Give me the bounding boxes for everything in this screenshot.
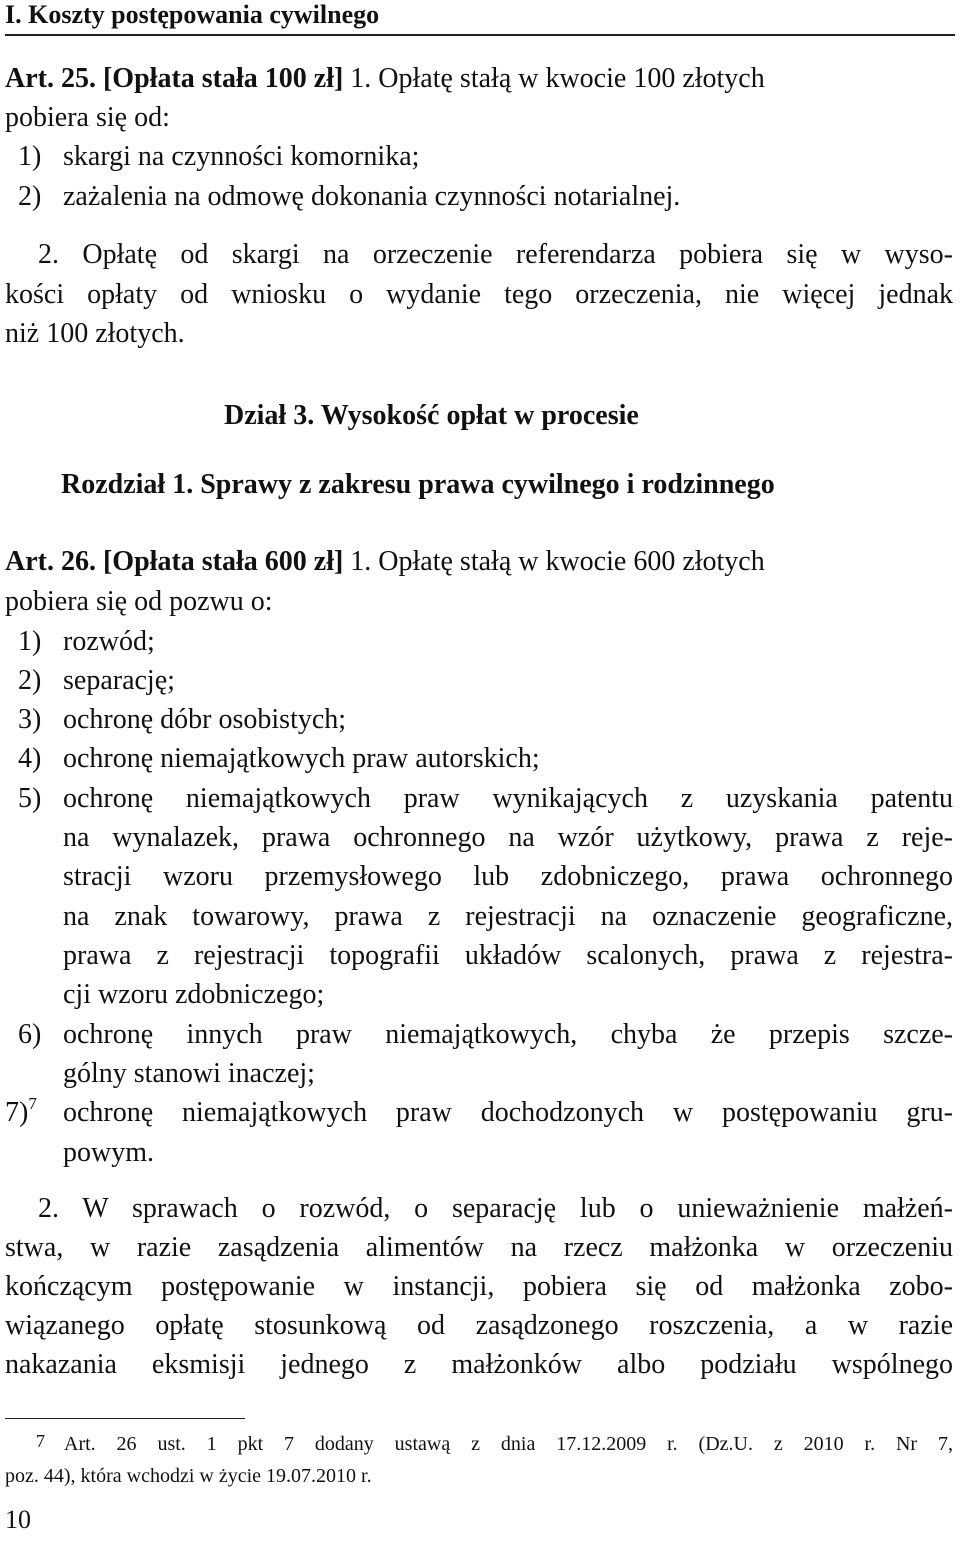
art26-item5-line3: stracji wzoru przemysłowego lub zdobniczego, prawa ochronnego	[63, 861, 953, 892]
art26-item5-line4: na znak towarowy, prawa z rejestracji na oznaczenie geograficzne,	[63, 901, 953, 932]
art26-text: 1. Opłatę stałą w kwocie 600 złotych	[343, 546, 765, 577]
art25-p2-line1: 2. Opłatę od skargi na orzeczenie referendarza pobiera się w wyso-	[38, 239, 953, 270]
art26-item1-number: 1)	[18, 626, 42, 657]
footnote-line1: Art. 26 ust. 1 pkt 7 dodany ustawą z dnia 17.12.2009 r. (Dz.U. z 2010 r. Nr 7,	[64, 1433, 953, 1455]
art26-item5-line6: cji wzoru zdobniczego;	[63, 979, 325, 1010]
art26-p2-line5: nakazania eksmisji jednego z małżonków albo podziału wspólnego	[5, 1349, 953, 1380]
section-heading: Dział 3. Wysokość opłat w procesie	[224, 400, 639, 431]
art26-title: [Opłata stała 600 zł]	[102, 546, 344, 577]
art26-item1-text: rozwód;	[63, 626, 155, 657]
art26-item4-number: 4)	[18, 743, 42, 774]
art26-item6-line1: ochronę innych praw niemajątkowych, chyba że przepis szcze-	[63, 1019, 953, 1050]
art26-item5-line5: prawa z rejestracji topografii układów scalonych, prawa z rejestra-	[63, 940, 953, 971]
art26-item3-text: ochronę dóbr osobistych;	[63, 704, 347, 735]
footnote-line2: poz. 44), która wchodzi w życie 19.07.2010 r.	[5, 1465, 372, 1487]
art25-item2-text: zażalenia na odmowę dokonania czynności notarialnej.	[63, 181, 681, 212]
art26-p2-line1: 2. W sprawach o rozwód, o separację lub o unieważnienie małżeń-	[38, 1193, 953, 1224]
art25-title: [Opłata stała 100 zł]	[102, 63, 344, 94]
art25-number: Art. 25.	[5, 63, 96, 94]
art25-line2: pobiera się od:	[5, 102, 170, 133]
art25-item2-number: 2)	[18, 181, 42, 212]
art26-number: Art. 26.	[5, 546, 96, 577]
art26-item7-line2: powym.	[63, 1137, 154, 1168]
art26-line1	[5, 543, 765, 581]
running-header: I. Koszty postępowania cywilnego	[5, 0, 955, 36]
art26-p2-line2: stwa, w razie zasądzenia alimentów na rzecz małżonka w orzeczeniu	[5, 1232, 953, 1263]
art26-item5-number: 5)	[18, 783, 42, 814]
footnote-mark: 7	[36, 1431, 45, 1451]
art25-text: 1. Opłatę stałą w kwocie 100 złotych	[343, 63, 765, 94]
page-number: 10	[5, 1505, 31, 1534]
art25-item1-number: 1)	[18, 141, 42, 172]
art26-item2-number: 2)	[18, 665, 42, 696]
art26-item4-text: ochronę niemajątkowych praw autorskich;	[63, 743, 540, 774]
art26-item2-text: separację;	[63, 665, 175, 696]
art26-item3-number: 3)	[18, 704, 42, 735]
art26-item6-number: 6)	[18, 1019, 42, 1050]
art25-p2-line2: kości opłaty od wniosku o wydanie tego orzeczenia, nie więcej jednak	[5, 279, 953, 310]
art26-item7-line1: ochronę niemajątkowych praw dochodzonych w postępowaniu gru-	[63, 1097, 953, 1128]
footnote-separator	[5, 1418, 245, 1419]
art26-item6-line2: gólny stanowi inaczej;	[63, 1058, 315, 1089]
art25-p2-line3: niż 100 złotych.	[5, 318, 185, 349]
art26-line2: pobiera się od pozwu o:	[5, 586, 273, 617]
art26-p2-line3: kończącym postępowanie w instancji, pobiera się od małżonka zobo-	[5, 1271, 953, 1302]
art26-item7-number-text: 7)	[5, 1097, 29, 1128]
art26-item7-number	[5, 1094, 37, 1132]
art26-p2-line4: wiązanego opłatę stosunkową od zasądzonego roszczenia, a w razie	[5, 1310, 953, 1341]
art25-line1	[5, 60, 765, 98]
art26-item5-line2: na wynalazek, prawa ochronnego na wzór użytkowy, prawa z reje-	[63, 822, 953, 853]
art25-item1-text: skargi na czynności komornika;	[63, 141, 420, 172]
art26-item5-line1: ochronę niemajątkowych praw wynikających z uzyskania patentu	[63, 783, 953, 814]
chapter-heading: Rozdział 1. Sprawy z zakresu prawa cywilnego i rodzinnego	[61, 469, 775, 500]
footnote-reference: 7	[28, 1093, 37, 1113]
